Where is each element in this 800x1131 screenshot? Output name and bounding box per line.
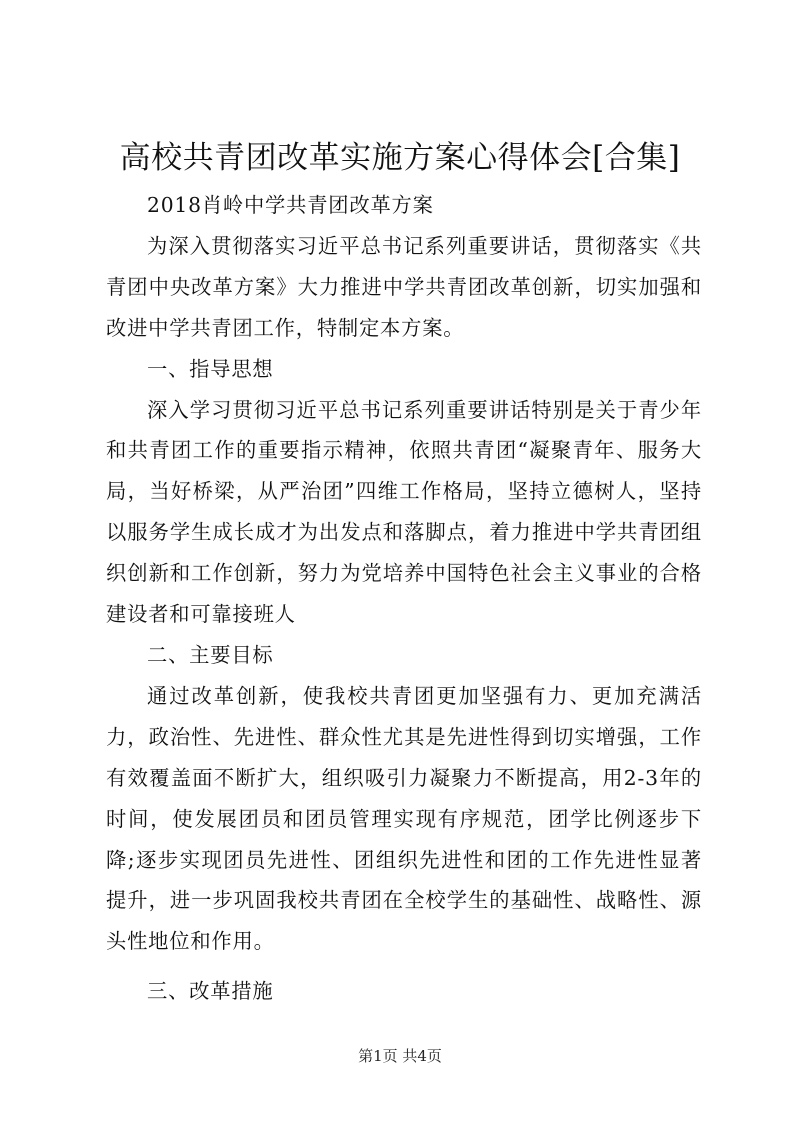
paragraph-intro: 为深入贯彻落实习近平总书记系列重要讲话，贯彻落实《共青团中央改革方案》大力推进中学共青团改革创新，切实加强和改进中学共青团工作，特制定本方案。 [106, 233, 702, 340]
section-heading-reform-measures: 三、改革措施 [147, 979, 274, 1004]
document-title: 高校共青团改革实施方案心得体会[合集] [119, 140, 681, 176]
section-heading-main-goals: 二、主要目标 [147, 642, 274, 667]
document-body [106, 185, 702, 1012]
section-heading-guiding-thought: 一、指导思想 [147, 356, 274, 381]
paragraph-main-goals: 通过改革创新，使我校共青团更加坚强有力、更加充满活力，政治性、先进性、群众性尤其是先进性得到切实增强，工作有效覆盖面不断扩大，组织吸引力凝聚力不断提高，用2-3年的时间，使发展团员和团员管理实现有序规范，团学比例逐步下降;逐步实现团员先进性、团组织先进性和团的工作先进性显著提升，进一步巩固我校共青团在全校学生的基础性、战略性、源头性地位和作用。 [106, 683, 702, 954]
paragraph-plan-name: 2018肖岭中学共青团改革方案 [147, 193, 434, 217]
page-footer: 第1页 共4页 [358, 1047, 442, 1065]
paragraph-guiding-thought: 深入学习贯彻习近平总书记系列重要讲话特别是关于青少年和共青团工作的重要指示精神，依照共青团“凝聚青年、服务大局，当好桥梁，从严治团”四维工作格局，坚持立德树人，坚持以服务学生成长成才为出发点和落脚点，着力推进中学共青团组织创新和工作创新，努力为党培养中国特色社会主义事业的合格建设者和可靠接班人 [106, 397, 702, 627]
